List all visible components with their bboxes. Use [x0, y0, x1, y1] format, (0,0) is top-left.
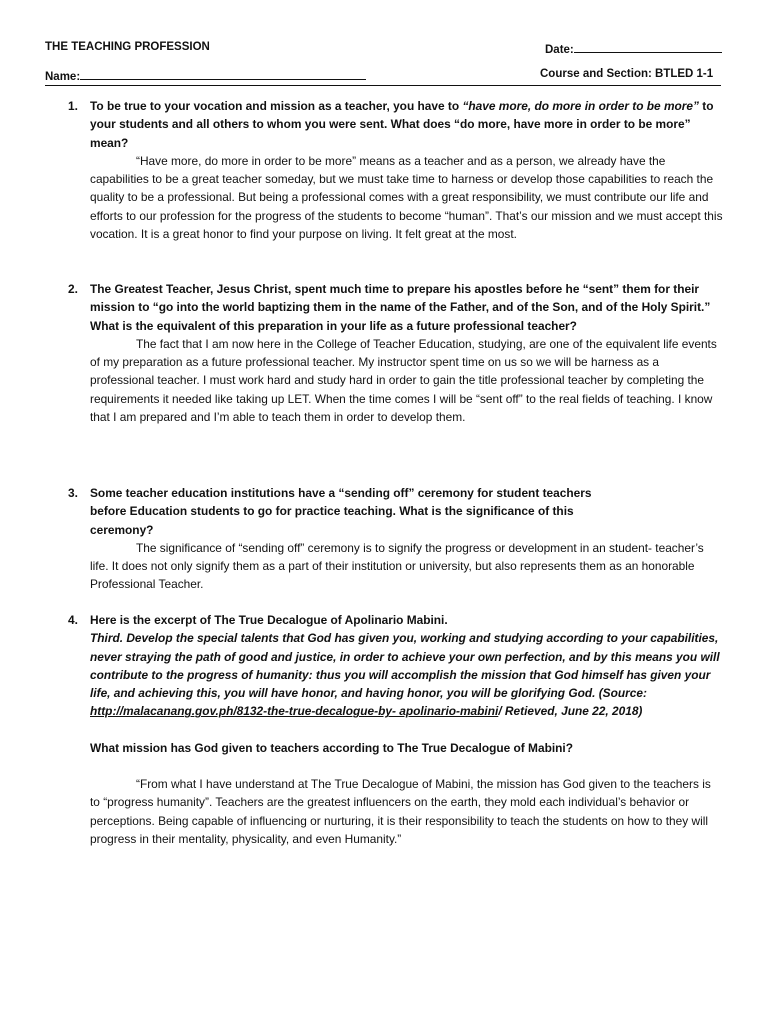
question-text	[90, 97, 724, 152]
document-title: THE TEACHING PROFESSION	[45, 41, 210, 53]
question-body	[90, 280, 724, 426]
course-section: Course and Section: BTLED 1-1	[540, 68, 714, 80]
decalogue-excerpt	[90, 629, 724, 720]
question-text-part: To be true to your vocation and mission as a teacher, you have to	[90, 99, 463, 113]
name-label: Name:	[45, 71, 81, 83]
question-line: Some teacher education institutions have a “sending off” ceremony for student teachers	[90, 486, 592, 500]
name-blank-line	[80, 68, 366, 80]
question-text	[90, 484, 724, 539]
header-divider	[45, 85, 721, 86]
date-field	[545, 41, 722, 56]
question-number: 3.	[68, 486, 78, 500]
question-item-2	[68, 280, 724, 426]
question-text: The Greatest Teacher, Jesus Christ, spent much time to prepare his apostles before he “sent” them for their mission to “go into the world baptizing them in the name of the Father, and of the Son, and of the Holy Spirit.” What is the equivalent of this preparation in your life as a future professional teacher?	[90, 282, 711, 333]
answer-text: The significance of “sending off” ceremony is to signify the progress or development in an student- teacher’s life. It does not only signify them as a part of their institution or university, but also represents them as an honorable Professional Teacher.	[90, 540, 704, 592]
name-field	[45, 68, 366, 83]
answer-text: The fact that I am now here in the College of Teacher Education, studying, are one of the equivalent life events of my preparation as a future professional teacher. My instructor spent time on us so we will be harness as a professional teacher. I must work hard and study hard in order to gain the title professional teacher by completing the requirements it needed like taking up LET. When the time comes I will be “sent off” to the real fields of teaching. I know that I am prepared and I’m able to teach them in order to develop them.	[90, 336, 717, 425]
source-link[interactable]: http://malacanang.gov.ph/8132-the-true-decalogue-by- apolinario-mabini	[90, 704, 499, 719]
question-intro: Here is the excerpt of The True Decalogue of Apolinario Mabini.	[90, 613, 448, 627]
question-body	[90, 484, 724, 594]
question-text-part: to your students and all others to whom you were sent. What does “do more, have more in order to be more” mean?	[90, 99, 714, 150]
question-number: 4.	[68, 613, 78, 627]
question-line: ceremony?	[90, 522, 154, 537]
question-line: before Education students to go for practice teaching. What is the significance of this	[90, 504, 574, 519]
question-body	[90, 97, 724, 243]
source-prefix: (Source:	[598, 686, 647, 701]
date-blank-line	[574, 41, 722, 53]
answer-text: “Have more, do more in order to be more” means as a teacher and as a person, we already have the capabilities to be a great teacher someday, but we must take time to harness or develop those capabilities to reach the quality to be a professional. But being a professional comes with a great responsibility, we must contribute our life and efforts to our profession for the progress of the students to become “human”. That’s our mission and we must accept this vocation. It is a great honor to find your purpose on living. It felt great at the most.	[90, 153, 723, 242]
question-body	[90, 611, 724, 848]
source-suffix: / Retieved, June 22, 2018)	[498, 704, 643, 719]
question-text-quote: “have more, do more in order to be more”	[462, 99, 699, 113]
question-item-3	[68, 484, 724, 594]
date-label: Date:	[545, 44, 574, 56]
question-number: 2.	[68, 282, 78, 296]
excerpt-text: Third. Develop the special talents that God has given you, working and studying according to your capabilities, never straying the path of good and justice, in order to achieve your own perfection, and by this means you will contribute to the progress of humanity: thus you will accomplish the mission that God himself has given your life, and achieving this, you will have honor, and having honor, you will be glorifying God.	[90, 631, 720, 701]
question-text: What mission has God given to teachers according to The True Decalogue of Mabini?	[90, 740, 573, 755]
question-item-4	[68, 611, 724, 848]
question-item-1	[68, 97, 724, 243]
answer-text: “From what I have understand at The True Decalogue of Mabini, the mission has God given to the teachers is to “progress humanity”. Teachers are the greatest influencers on the earth, they mold each individual’s behavior or perceptions. Being capable of influencing or nurturing, it is their responsibility to teach the students on how to they will progress in their mentality, physicality, and even Humanity.”	[90, 777, 711, 846]
question-number: 1.	[68, 99, 78, 113]
